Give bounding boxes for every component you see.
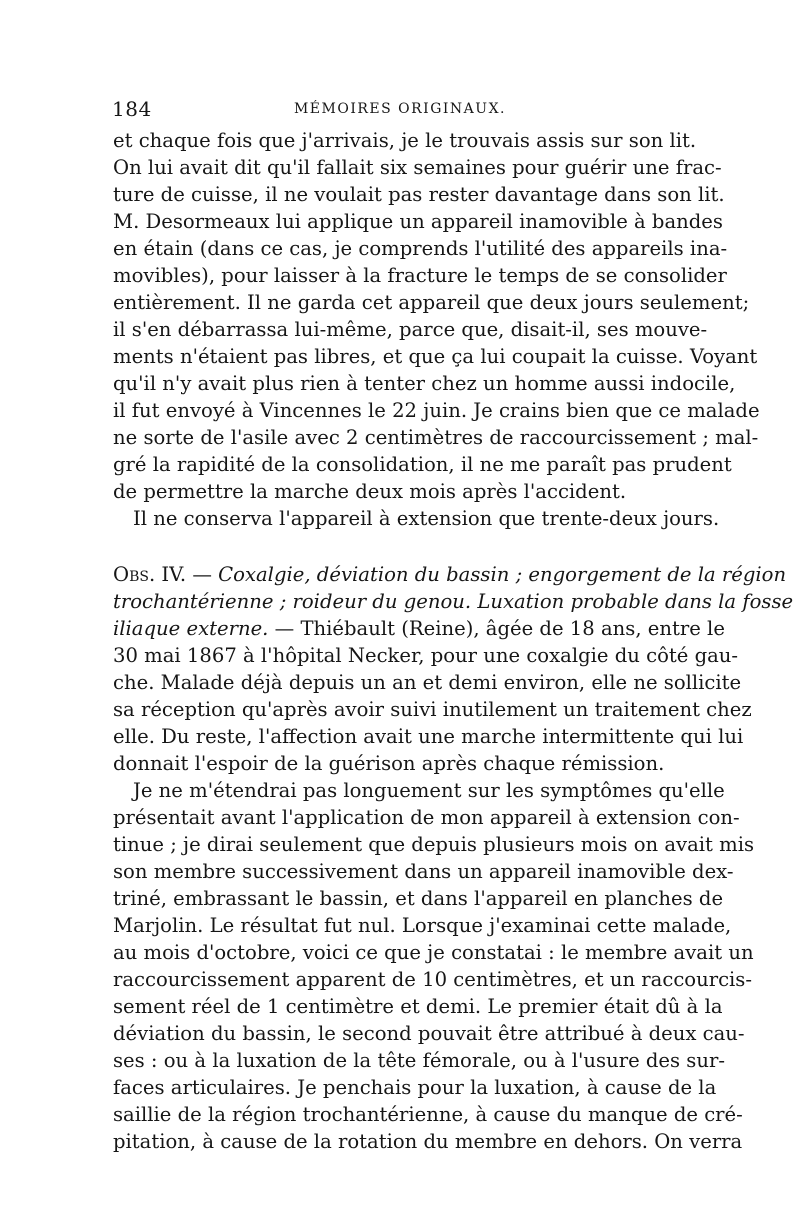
text-line: déviation du bassin, le second pouvait être attribué à deux cau- [113, 1022, 745, 1045]
text-line: de permettre la marche deux mois après l'accident. [113, 480, 627, 503]
text-line: donnait l'espoir de la guérison après chaque rémission. [113, 752, 665, 775]
text-line: son membre successivement dans un appareil inamovible dex- [113, 860, 734, 883]
text-line: présentait avant l'application de mon appareil à extension con- [113, 806, 740, 829]
observation-text: — Thiébault (Reine), âgée de 18 ans, entre le [268, 617, 725, 640]
text-line: faces articulaires. Je penchais pour la luxation, à cause de la [113, 1076, 717, 1099]
observation-title-cont: trochantérienne ; roideur du genou. Luxation probable dans la fosse [113, 590, 794, 613]
text-line: raccourcissement apparent de 10 centimètres, et un raccourcis- [113, 968, 752, 991]
text-line: pitation, à cause de la rotation du membre en dehors. On verra [113, 1130, 743, 1153]
observation-heading-line [113, 560, 787, 590]
observation-title-line [113, 587, 794, 617]
observation-label: Obs. IV. — [113, 563, 219, 586]
observation-title: Coxalgie, déviation du bassin ; engorgement de la région [218, 563, 787, 586]
text-line: gré la rapidité de la consolidation, il ne me paraît pas prudent [113, 453, 732, 476]
text-line: ments n'étaient pas libres, et que ça lui coupait la cuisse. Voyant [113, 345, 758, 368]
text-line: saillie de la région trochantérienne, à cause du manque de cré- [113, 1103, 743, 1126]
text-line: entièrement. Il ne garda cet appareil que deux jours seulement; [113, 291, 750, 314]
text-line: triné, embrassant le bassin, et dans l'appareil en planches de [113, 887, 724, 910]
observation-title-end: iliaque externe. [113, 617, 269, 640]
text-line: Je ne m'étendrai pas longuement sur les symptômes qu'elle [133, 779, 725, 802]
text-line: 30 mai 1867 à l'hôpital Necker, pour une coxalgie du côté gau- [113, 644, 739, 667]
observation-title-line [113, 614, 725, 644]
text-line: sement réel de 1 centimètre et demi. Le premier était dû à la [113, 995, 723, 1018]
text-line: On lui avait dit qu'il fallait six semaines pour guérir une frac- [113, 156, 722, 179]
text-line: tinue ; je dirai seulement que depuis plusieurs mois on avait mis [113, 833, 755, 856]
page-number: 184 [112, 97, 152, 121]
text-line: che. Malade déjà depuis un an et demi environ, elle ne sollicite [113, 671, 742, 694]
text-line: ses : ou à la luxation de la tête fémorale, ou à l'usure des sur- [113, 1049, 725, 1072]
text-line: et chaque fois que j'arrivais, je le trouvais assis sur son lit. [113, 129, 697, 152]
text-line: Il ne conserva l'appareil à extension que trente-deux jours. [133, 507, 720, 530]
text-line: ne sorte de l'asile avec 2 centimètres de raccourcissement ; mal- [113, 426, 759, 449]
text-line: ture de cuisse, il ne voulait pas rester davantage dans son lit. [113, 183, 725, 206]
text-line: elle. Du reste, l'affection avait une marche intermittente qui lui [113, 725, 744, 748]
page-header [112, 97, 688, 123]
text-line: sa réception qu'après avoir suivi inutilement un traitement chez [113, 698, 752, 721]
text-line: M. Desormeaux lui applique un appareil inamovible à bandes [113, 210, 723, 233]
text-line: qu'il n'y avait plus rien à tenter chez un homme aussi indocile, [113, 372, 736, 395]
text-line: au mois d'octobre, voici ce que je constatai : le membre avait un [113, 941, 754, 964]
text-line: Marjolin. Le résultat fut nul. Lorsque j'examinai cette malade, [113, 914, 732, 937]
text-line: il fut envoyé à Vincennes le 22 juin. Je crains bien que ce malade [113, 399, 760, 422]
text-line: il s'en débarrassa lui-même, parce que, disait-il, ses mouve- [113, 318, 708, 341]
running-title: MÉMOIRES ORIGINAUX. [293, 101, 507, 117]
text-line: movibles), pour laisser à la fracture le temps de se consolider [113, 264, 727, 287]
text-line: en étain (dans ce cas, je comprends l'utilité des appareils ina- [113, 237, 728, 260]
